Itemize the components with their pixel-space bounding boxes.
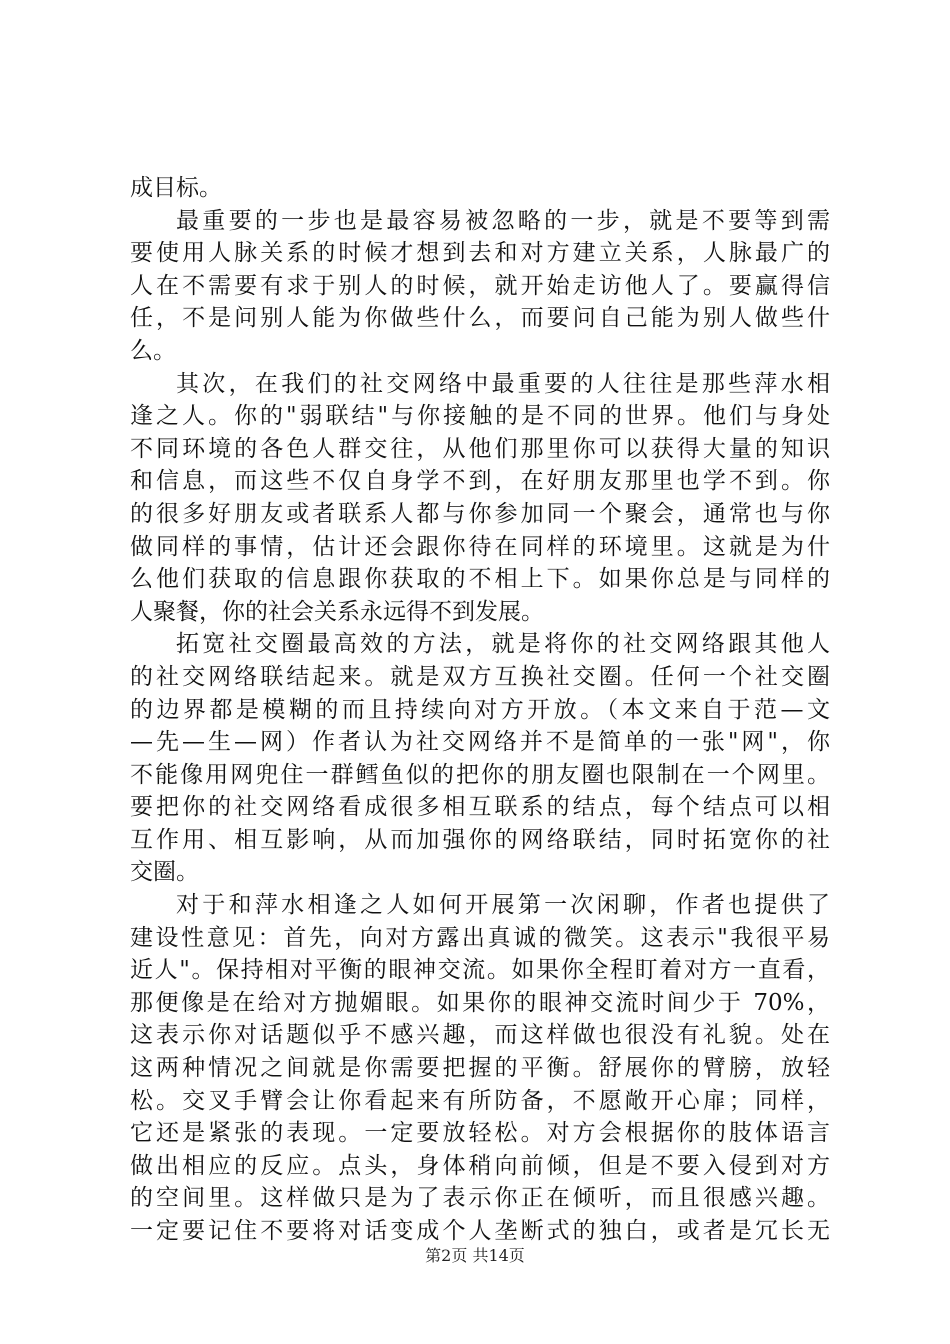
text-line: 拓宽社交圈最高效的方法，就是将你的社交网络跟其他人 xyxy=(176,631,830,658)
text-line: 近人"。保持相对平衡的眼神交流。如果你全程盯着对方一直看， xyxy=(130,957,830,984)
text-line: 任，不是问别人能为你做些什么，而要问自己能为别人做些什 xyxy=(130,305,830,332)
text-line: 这两种情况之间就是你需要把握的平衡。舒展你的臂膀，放轻 xyxy=(130,1055,830,1082)
text-line: 互作用、相互影响，从而加强你的网络联结，同时拓宽你的社 xyxy=(130,826,830,853)
text-line: 建设性意见：首先，向对方露出真诚的微笑。这表示"我很平易 xyxy=(130,924,830,951)
text-line: 那便像是在给对方抛媚眼。如果你的眼神交流时间少于 70%， xyxy=(130,989,830,1016)
text-line: 要把你的社交网络看成很多相互联系的结点，每个结点可以相 xyxy=(130,794,830,821)
text-line: 做同样的事情，估计还会跟你待在同样的环境里。这就是为什 xyxy=(130,533,830,560)
text-line: 的空间里。这样做只是为了表示你正在倾听，而且很感兴趣。 xyxy=(130,1185,830,1212)
text-line: 最重要的一步也是最容易被忽略的一步，就是不要等到需 xyxy=(176,207,830,234)
text-line: 一定要记住不要将对话变成个人垄断式的独白，或者是冗长无 xyxy=(130,1218,830,1244)
text-line: 的边界都是模糊的而且持续向对方开放。（本文来自于范—文 xyxy=(130,696,830,723)
document-body xyxy=(130,172,830,1248)
text-line: 么。 xyxy=(130,337,176,364)
text-line: 不能像用网兜住一群鳕鱼似的把你的朋友圈也限制在一个网里。 xyxy=(130,761,830,788)
text-line: 和信息，而这些不仅自身学不到，在好朋友那里也学不到。你 xyxy=(130,468,830,495)
text-line: 其次，在我们的社交网络中最重要的人往往是那些萍水相 xyxy=(176,370,830,397)
text-line: —先—生—网）作者认为社交网络并不是简单的一张"网"，你 xyxy=(130,729,830,756)
text-line: 要使用人脉关系的时候才想到去和对方建立关系，人脉最广的 xyxy=(130,240,830,267)
text-line: 成目标。 xyxy=(130,175,222,201)
text-line: 对于和萍水相逢之人如何开展第一次闲聊，作者也提供了 xyxy=(176,892,830,919)
text-line: 松。交叉手臂会让你看起来有所防备，不愿敞开心扉；同样， xyxy=(130,1087,830,1114)
text-line: 这表示你对话题似乎不感兴趣，而这样做也很没有礼貌。处在 xyxy=(130,1022,830,1049)
page-footer: 第2页 共14页 xyxy=(425,1246,525,1265)
text-line: 人在不需要有求于别人的时候，就开始走访他人了。要赢得信 xyxy=(130,272,830,299)
text-line: 它还是紧张的表现。一定要放轻松。对方会根据你的肢体语言 xyxy=(130,1120,830,1147)
text-line: 交圈。 xyxy=(130,859,199,886)
text-line: 的很多好朋友或者联系人都与你参加同一个聚会，通常也与你 xyxy=(130,500,830,527)
text-line: 不同环境的各色人群交往，从他们那里你可以获得大量的知识 xyxy=(130,435,830,462)
text-line: 逢之人。你的"弱联结"与你接触的是不同的世界。他们与身处 xyxy=(130,403,830,430)
text-line: 的社交网络联结起来。就是双方互换社交圈。任何一个社交圈 xyxy=(130,663,830,690)
text-line: 么他们获取的信息跟你获取的不相上下。如果你总是与同样的 xyxy=(130,566,830,593)
text-line: 人聚餐，你的社会关系永远得不到发展。 xyxy=(130,598,544,625)
text-line: 做出相应的反应。点头，身体稍向前倾，但是不要入侵到对方 xyxy=(130,1152,830,1179)
